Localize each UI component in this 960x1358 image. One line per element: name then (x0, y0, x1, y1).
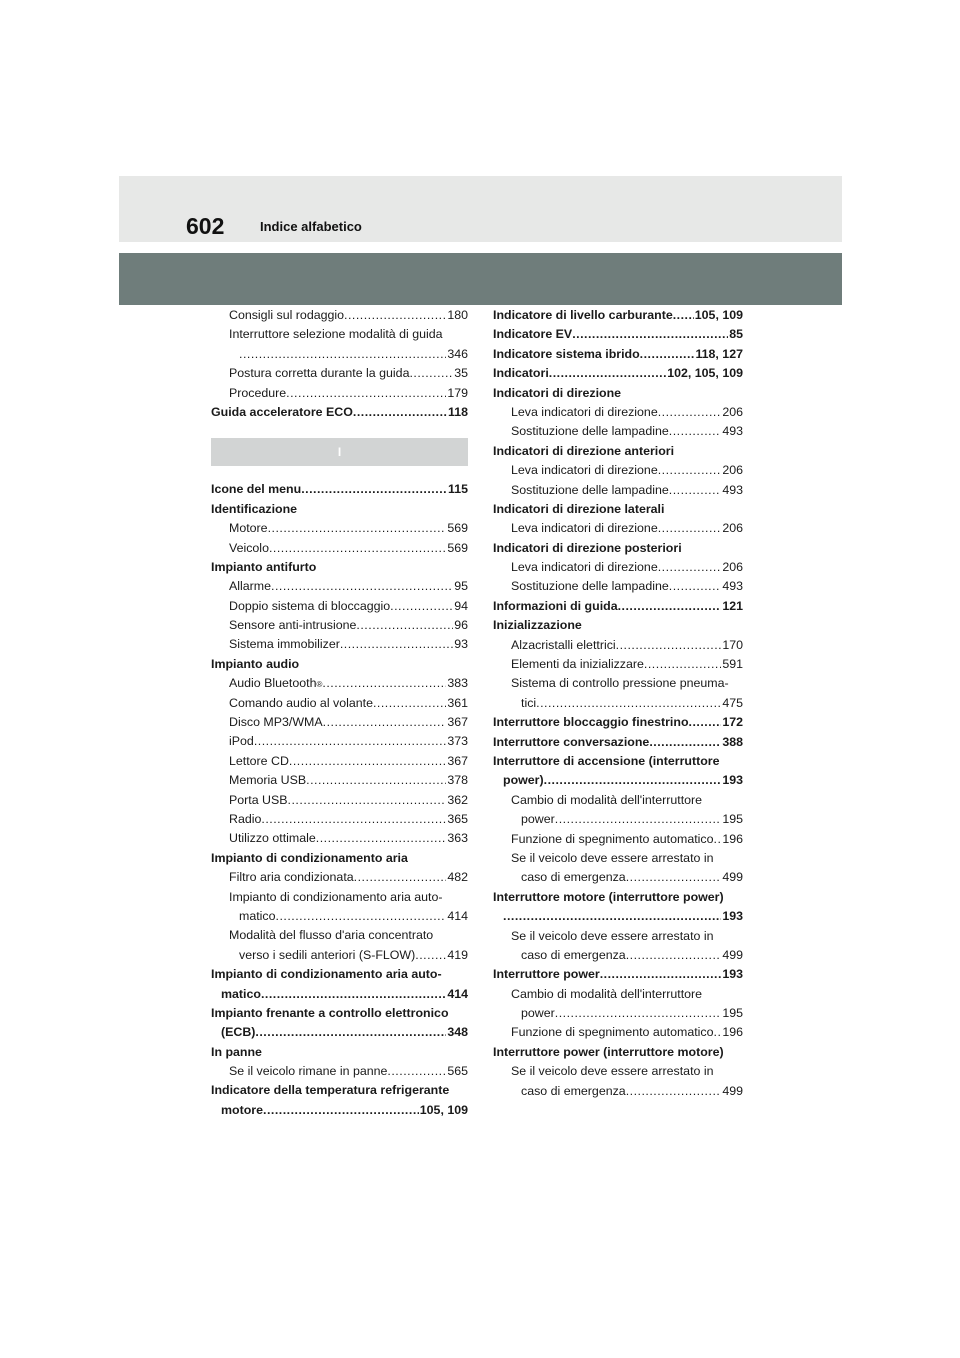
entry-text: Impianto di condizionamento aria (211, 850, 408, 865)
dot-leader (344, 306, 446, 325)
index-subentry (493, 830, 743, 849)
dot-leader (340, 635, 453, 654)
dot-leader (306, 771, 446, 790)
index-subentry (493, 868, 743, 887)
index-subentry (493, 985, 743, 1004)
index-entry (493, 442, 743, 461)
entry-text: Leva indicatori di direzione (511, 463, 658, 478)
index-entry (493, 907, 743, 926)
dot-leader (555, 810, 722, 829)
entry-text: power (521, 1006, 555, 1021)
index-entry (493, 306, 743, 325)
page-reference: 365 (447, 811, 468, 826)
index-subentry (493, 1062, 743, 1081)
dot-leader (356, 616, 453, 635)
letter-heading: I (211, 438, 468, 466)
index-entry (493, 713, 743, 732)
entry-text: Audio Bluetooth (229, 676, 317, 691)
index-entry (493, 733, 743, 752)
dot-leader (286, 384, 446, 403)
page-reference: 414 (447, 986, 468, 1001)
index-subentry (211, 325, 468, 344)
index-entry (493, 364, 743, 383)
entry-text: Leva indicatori di direzione (511, 560, 658, 575)
page-reference: 196 (722, 831, 743, 846)
dot-leader (255, 1023, 446, 1042)
entry-text: Consigli sul rodaggio (229, 308, 345, 322)
dot-leader (714, 830, 722, 849)
index-subentry (493, 577, 743, 596)
entry-text: Interruttore conversazione (493, 734, 650, 749)
page-reference: 475 (722, 695, 743, 710)
entry-text: Sostituzione delle lampadine (511, 579, 669, 594)
index-subentry (211, 1062, 468, 1081)
entry-text: Porta USB (229, 792, 288, 807)
entry-text: Elementi da inizializzare (511, 657, 644, 672)
index-entry (493, 771, 743, 790)
entry-text: Indicatore di livello carburante (493, 308, 673, 322)
entry-text: caso di emergenza (521, 870, 626, 885)
page-reference: 118 (448, 404, 468, 419)
index-subentry (493, 558, 743, 577)
index-column-left (211, 306, 468, 1120)
index-subentry (493, 674, 743, 693)
dot-leader (390, 597, 453, 616)
index-subentry (211, 597, 468, 616)
entry-text: Utilizzo ottimale (229, 831, 316, 846)
page-reference: 102, 105, 109 (667, 366, 743, 381)
page-reference: 180 (447, 308, 468, 322)
index-subentry (211, 752, 468, 771)
dot-leader (536, 694, 721, 713)
page-reference: 193 (722, 909, 743, 924)
index-subentry (493, 403, 743, 422)
page-reference: 206 (722, 560, 743, 575)
index-entry (211, 1043, 468, 1062)
dot-leader (658, 403, 722, 422)
index-subentry (211, 791, 468, 810)
dot-leader (658, 461, 722, 480)
dot-leader (261, 810, 446, 829)
page-reference: 419 (447, 947, 468, 962)
index-entry (211, 403, 468, 422)
entry-text: Se il veicolo deve essere arrestato in (511, 850, 714, 865)
entry-text: power (521, 812, 555, 827)
page-reference: 193 (722, 773, 743, 788)
index-subentry (493, 655, 743, 674)
dot-leader (503, 907, 721, 926)
entry-text: tici (521, 695, 537, 710)
entry-text: verso i sedili anteriori (S-FLOW) (239, 947, 416, 962)
entry-text: Indicatori di direzione posteriori (493, 540, 682, 555)
index-entry (493, 616, 743, 635)
index-column-right (493, 306, 743, 1101)
index-subentry (493, 927, 743, 946)
index-subentry (211, 577, 468, 596)
entry-text: Sensore anti-intrusione (229, 618, 357, 633)
index-entry (211, 655, 468, 674)
index-entry (493, 597, 743, 616)
dot-leader (658, 558, 722, 577)
page-reference: 378 (447, 773, 468, 788)
page-reference: 105, 109 (419, 1102, 468, 1117)
entry-text: Alzacristalli elettrici (511, 637, 616, 652)
dot-leader (626, 868, 722, 887)
entry-text: Sostituzione delle lampadine (511, 482, 669, 497)
page-number: 602 (186, 213, 225, 239)
index-entry (211, 1004, 468, 1023)
index-entries-i (211, 480, 468, 1120)
index-entry (493, 384, 743, 403)
index-subentry (211, 694, 468, 713)
page-reference: 348 (447, 1025, 468, 1040)
index-entry (493, 1043, 743, 1062)
index-subentry (493, 461, 743, 480)
index-entry (493, 888, 743, 907)
page-reference: 115 (448, 482, 468, 497)
page-reference: 591 (722, 657, 743, 672)
dot-leader (276, 907, 447, 926)
page-reference: 95 (454, 579, 468, 594)
entry-text: Interruttore bloccaggio finestrino (493, 715, 689, 730)
dot-leader (626, 1082, 722, 1101)
dot-leader (239, 345, 446, 364)
index-subentry (493, 422, 743, 441)
dot-leader (600, 965, 722, 984)
index-entries-g (211, 306, 468, 422)
index-subentry (211, 888, 468, 907)
page-reference: 193 (722, 967, 743, 982)
entry-text: Interruttore power (493, 967, 600, 982)
page-reference: 493 (722, 424, 743, 439)
page-reference: 569 (447, 521, 468, 536)
entry-text: Cambio di modalità dell'interruttore (511, 986, 703, 1001)
page-reference: 499 (722, 1083, 743, 1098)
index-subentry (211, 539, 468, 558)
dot-leader (669, 481, 722, 500)
entry-text: caso di emergenza (521, 947, 626, 962)
entry-text: Impianto frenante a controllo elettronico (211, 1005, 449, 1020)
index-subentry (211, 345, 468, 364)
dot-leader (616, 636, 722, 655)
page-reference: 565 (447, 1064, 468, 1079)
index-subentry (211, 306, 468, 325)
entry-text: Indicatore sistema ibrido (493, 346, 640, 361)
dot-leader (658, 519, 722, 538)
page-reference: 195 (722, 1006, 743, 1021)
entry-text: Doppio sistema di bloccaggio (229, 598, 391, 613)
index-subentry (211, 946, 468, 965)
page-reference: 94 (454, 598, 468, 613)
dot-leader (714, 1023, 722, 1042)
entry-text: caso di emergenza (521, 1083, 626, 1098)
page-reference: 362 (447, 792, 468, 807)
dot-leader (549, 364, 666, 383)
entry-text: iPod (229, 734, 254, 749)
page-reference: 206 (722, 521, 743, 536)
dot-leader (689, 713, 722, 732)
entry-text: Interruttore motore (interruttore power) (493, 889, 724, 904)
page-reference: 482 (447, 870, 468, 885)
index-entry (211, 1101, 468, 1120)
index-subentry (493, 694, 743, 713)
index-subentry (493, 519, 743, 538)
entry-text: Funzione di spegnimento automatico (511, 1025, 714, 1040)
index-entry (211, 500, 468, 519)
header-band (119, 253, 842, 305)
page-reference: 499 (722, 947, 743, 962)
dot-leader (301, 480, 447, 499)
entry-text: Impianto di condizionamento aria auto- (229, 889, 443, 904)
page-reference: 361 (447, 695, 468, 710)
page-reference: 373 (447, 734, 468, 749)
entry-text: Sistema immobilizer (229, 637, 340, 652)
dot-leader (409, 364, 453, 383)
page-reference: 35 (454, 366, 468, 381)
entry-text: Postura corretta durante la guida (229, 366, 410, 381)
dot-leader (572, 325, 728, 344)
entry-text: Filtro aria condizionata (229, 870, 354, 885)
index-subentry (211, 732, 468, 751)
dot-leader (415, 946, 446, 965)
dot-leader (618, 597, 722, 616)
index-subentry (493, 946, 743, 965)
index-subentry (211, 616, 468, 635)
entry-text: Veicolo (229, 540, 269, 555)
dot-leader (288, 791, 447, 810)
entry-text: matico (239, 908, 276, 923)
index-subentry: Audio Bluetooth ® ..... 383 (211, 674, 468, 693)
entry-text: Funzione di spegnimento automatico (511, 831, 714, 846)
page-reference: 346 (447, 346, 468, 361)
entry-text: Leva indicatori di direzione (511, 521, 658, 536)
entry-text: Indicatori di direzione laterali (493, 501, 665, 516)
entry-text: Impianto audio (211, 656, 300, 671)
index-subentry (211, 519, 468, 538)
page-reference: 367 (447, 753, 468, 768)
page-reference: 172 (722, 715, 743, 730)
page-reference: 195 (722, 812, 743, 827)
dot-leader (323, 713, 447, 732)
dot-leader (271, 577, 453, 596)
entry-text: Impianto di condizionamento aria auto- (211, 967, 442, 982)
dot-leader (316, 829, 447, 848)
header-bar (119, 176, 842, 242)
entry-text: Interruttore selezione modalità di guida (229, 327, 443, 342)
index-subentry (211, 829, 468, 848)
entry-text: Indicatore EV (493, 327, 573, 342)
page-reference: 493 (722, 579, 743, 594)
index-subentry (211, 907, 468, 926)
index-entry (493, 752, 743, 771)
index-subentry (493, 849, 743, 868)
dot-leader (353, 403, 447, 422)
entry-text: Memoria USB (229, 773, 307, 788)
index-subentry (493, 791, 743, 810)
dot-leader (254, 732, 447, 751)
entry-text: Disco MP3/WMA (229, 715, 323, 730)
dot-leader (322, 674, 446, 693)
page-reference: 105, 109 (694, 308, 743, 322)
entry-text: Se il veicolo deve essere arrestato in (511, 1064, 714, 1079)
index-entry (211, 558, 468, 577)
page-reference: 499 (722, 870, 743, 885)
dot-leader (544, 771, 722, 790)
page-reference: 206 (722, 404, 743, 419)
page-reference: 85 (729, 327, 743, 342)
index-subentry (211, 926, 468, 945)
index-subentry (493, 1082, 743, 1101)
entry-text: Inizializzazione (493, 618, 582, 633)
entry-text: In panne (211, 1044, 262, 1059)
entry-text: Radio (229, 811, 262, 826)
entry-text: Icone del menu (211, 482, 302, 497)
entry-text: Leva indicatori di direzione (511, 404, 658, 419)
entry-text: Motore (229, 521, 268, 536)
index-entry (211, 965, 468, 984)
section-title: Indice alfabetico (260, 219, 362, 234)
page-reference: 179 (447, 385, 468, 400)
page-reference: 569 (447, 540, 468, 555)
entry-text: Allarme (229, 579, 271, 594)
dot-leader (555, 1004, 722, 1023)
entry-text: Indicatori (493, 366, 549, 381)
index-entries-i-continued (493, 306, 743, 1101)
index-subentry (493, 636, 743, 655)
entry-text: Comando audio al volante (229, 695, 373, 710)
index-entry (211, 1023, 468, 1042)
entry-text: Guida acceleratore ECO (211, 404, 353, 419)
entry-text: Impianto antifurto (211, 559, 317, 574)
entry-text: (ECB) (221, 1025, 256, 1040)
entry-text: Sistema di controllo pressione pneuma- (511, 676, 729, 691)
index-subentry (211, 713, 468, 732)
page-reference: 96 (454, 618, 468, 633)
dot-leader (669, 577, 722, 596)
entry-text: matico (221, 986, 261, 1001)
page-reference: 388 (722, 734, 743, 749)
index-entry (493, 345, 743, 364)
index-subentry (493, 481, 743, 500)
page-reference: 93 (454, 637, 468, 652)
index-subentry (211, 384, 468, 403)
index-entry (493, 325, 743, 344)
page-reference: 170 (722, 637, 743, 652)
index-subentry (493, 1023, 743, 1042)
index-subentry (211, 771, 468, 790)
page-reference: 196 (722, 1025, 743, 1040)
entry-text: Informazioni di guida (493, 598, 618, 613)
entry-text: Procedure (229, 385, 287, 400)
index-entry (493, 965, 743, 984)
dot-leader (289, 752, 446, 771)
entry-text: Interruttore di accensione (interruttore (493, 753, 720, 768)
entry-text: Modalità del flusso d'aria concentrato (229, 928, 434, 943)
entry-text: motore (221, 1102, 263, 1117)
entry-text: Identificazione (211, 501, 298, 516)
page-reference: 206 (722, 463, 743, 478)
index-subentry (211, 364, 468, 383)
entry-text: Sostituzione delle lampadine (511, 424, 669, 439)
index-entry (493, 500, 743, 519)
entry-text: Lettore CD (229, 753, 289, 768)
page-reference: 121 (722, 598, 743, 613)
dot-leader (261, 985, 446, 1004)
index-subentry (211, 635, 468, 654)
index-entry (211, 480, 468, 499)
page-reference: 383 (447, 676, 468, 691)
dot-leader (626, 946, 722, 965)
index-subentry (211, 868, 468, 887)
dot-leader (673, 306, 694, 325)
index-entry (211, 985, 468, 1004)
dot-leader (268, 519, 447, 538)
dot-leader (640, 345, 695, 364)
index-subentry (211, 810, 468, 829)
entry-text: Se il veicolo rimane in panne (229, 1064, 388, 1079)
index-subentry (493, 1004, 743, 1023)
entry-text: Indicatori di direzione (493, 385, 622, 400)
entry-text: power) (503, 773, 544, 788)
page-reference: 414 (447, 908, 468, 923)
dot-leader (649, 733, 721, 752)
dot-leader (669, 422, 722, 441)
page-reference: 363 (447, 831, 468, 846)
dot-leader (263, 1101, 419, 1120)
index-entry (493, 539, 743, 558)
dot-leader (373, 694, 446, 713)
page-reference: 493 (722, 482, 743, 497)
dot-leader (644, 655, 721, 674)
page-reference: 118, 127 (695, 346, 743, 361)
dot-leader (354, 868, 447, 887)
page-reference: 367 (447, 715, 468, 730)
dot-leader (269, 539, 446, 558)
entry-text: Indicatore della temperatura refrigerante (211, 1083, 450, 1098)
entry-text: Cambio di modalità dell'interruttore (511, 792, 703, 807)
entry-text: Interruttore power (interruttore motore) (493, 1044, 724, 1059)
index-subentry (493, 810, 743, 829)
entry-text: Indicatori di direzione anteriori (493, 443, 675, 458)
index-entry (211, 849, 468, 868)
dot-leader (387, 1062, 446, 1081)
index-entry (211, 1081, 468, 1100)
entry-text: Se il veicolo deve essere arrestato in (511, 928, 714, 943)
